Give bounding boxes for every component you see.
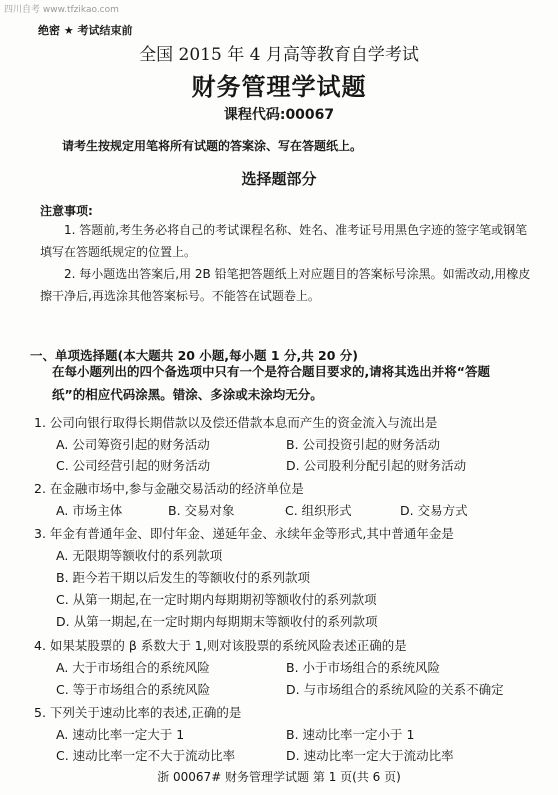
question-stem: 2. 在金融市场中,参与金融交易活动的经济单位是 bbox=[34, 481, 304, 496]
option-c: C. 组织形式 bbox=[285, 503, 352, 518]
secret-label: 绝密 ★ 考试结束前 bbox=[38, 24, 133, 37]
paper-title: 财务管理学试题 bbox=[191, 72, 367, 101]
answer-instruction: 请考生按规定用笔将所有试题的答案涂、写在答题纸上。 bbox=[62, 139, 363, 153]
note-item: 1. 答题前,考生务必将自己的考试课程名称、姓名、准考证号用黑色字迹的签字笔或钢笔填写在答题纸规定的位置上。 bbox=[40, 223, 528, 259]
option-b: B. 速动比率一定小于 1 bbox=[286, 727, 415, 742]
option-c: C. 从第一期起,在一定时期内每期期初等额收付的系列款项 bbox=[56, 592, 377, 607]
option-b: B. 小于市场组合的系统风险 bbox=[286, 660, 441, 675]
option-c: C. 公司经营引起的财务活动 bbox=[56, 458, 211, 473]
question-stem: 4. 如果某股票的 β 系数大于 1,则对该股票的系统风险表述正确的是 bbox=[34, 638, 407, 653]
option-d: D. 与市场组合的系统风险的关系不确定 bbox=[286, 682, 504, 697]
option-b: B. 距今若干期以后发生的等额收付的系列款项 bbox=[56, 570, 311, 585]
option-a: A. 大于市场组合的系统风险 bbox=[56, 660, 210, 675]
option-d: D. 公司股利分配引起的财务活动 bbox=[286, 458, 467, 473]
option-c: C. 速动比率一定不大于流动比率 bbox=[56, 748, 236, 763]
option-a: A. 无限期等额收付的系列款项 bbox=[56, 548, 223, 563]
option-a: A. 速动比率一定大于 1 bbox=[56, 727, 185, 742]
notes-title: 注意事项: bbox=[40, 204, 93, 218]
option-b: B. 交易对象 bbox=[168, 503, 235, 518]
option-d: D. 速动比率一定大于流动比率 bbox=[286, 748, 454, 763]
option-c: C. 等于市场组合的系统风险 bbox=[56, 682, 211, 697]
option-d: D. 从第一期起,在一定时期内每期期末等额收付的系列款项 bbox=[56, 614, 378, 629]
note-item: 2. 每小题选出答案后,用 2B 铅笔把答题纸上对应题目的答案标号涂黑。如需改动,用橡皮擦干净后,再选涂其他答案标号。不能答在试题卷上。 bbox=[40, 267, 531, 303]
section-title: 一、单项选择题(本大题共 20 小题,每小题 1 分,共 20 分) bbox=[30, 348, 359, 363]
course-code: 课程代码:00067 bbox=[223, 107, 335, 123]
question-stem: 3. 年金有普通年金、即付年金、递延年金、永续年金等形式,其中普通年金是 bbox=[34, 526, 454, 541]
section-description: 在每小题列出的四个备选项中只有一个是符合题目要求的,请将其选出并将“答题纸”的相应代码涂黑。错涂、多涂或未涂均无分。 bbox=[52, 364, 490, 402]
site-watermark: 四川自考 www.tfzikao.com bbox=[4, 5, 119, 15]
question-stem: 5. 下列关于速动比率的表述,正确的是 bbox=[34, 705, 242, 720]
option-a: A. 市场主体 bbox=[56, 503, 123, 518]
page-footer: 浙 00067# 财务管理学试题 第 1 页(共 6 页) bbox=[157, 770, 401, 784]
option-b: B. 公司投资引起的财务活动 bbox=[286, 437, 441, 452]
option-d: D. 交易方式 bbox=[400, 503, 468, 518]
exam-title: 全国 2015 年 4 月高等教育自学考试 bbox=[139, 45, 419, 65]
option-a: A. 公司筹资引起的财务活动 bbox=[56, 437, 210, 452]
question-stem: 1. 公司向银行取得长期借款以及偿还借款本息而产生的资金流入与流出是 bbox=[34, 415, 438, 430]
part-title: 选择题部分 bbox=[241, 170, 317, 188]
